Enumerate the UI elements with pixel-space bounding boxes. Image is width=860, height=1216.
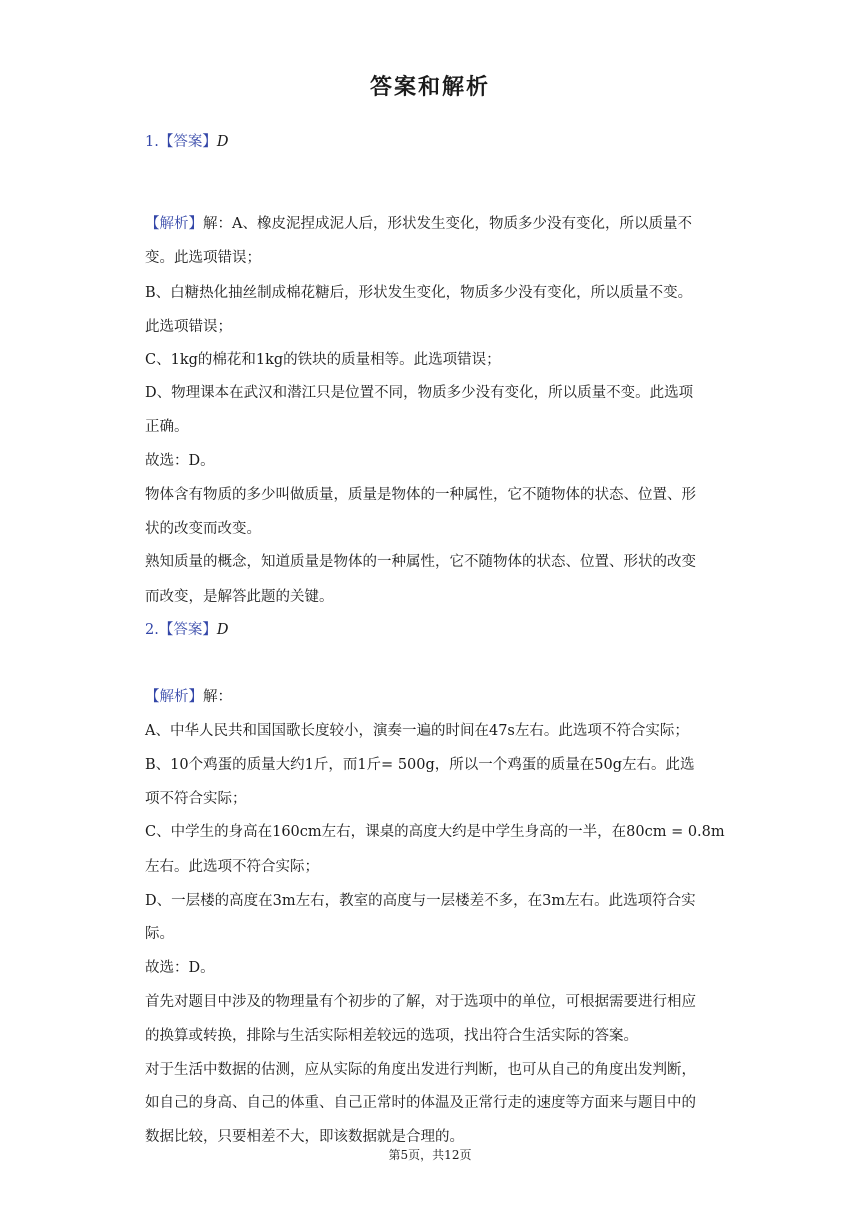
q2-line: 对于生活中数据的估测，应从实际的角度出发进行判断，也可从自己的角度出发判断， [145, 1062, 696, 1078]
q1-line: 物体含有物质的多少叫做质量，质量是物体的一种属性，它不随物体的状态、位置、形 [145, 487, 696, 503]
q1-line: B、白糖热化抽丝制成棉花糖后，形状发生变化，物质多少没有变化，所以质量不变。 [145, 285, 693, 301]
q1-line: 熟知质量的概念，知道质量是物体的一种属性，它不随物体的状态、位置、形状的改变 [145, 554, 696, 570]
q1-line: 此选项错误； [145, 319, 232, 335]
q1-analysis-text: 解：A、橡皮泥捏成泥人后，形状发生变化，物质多少没有变化，所以质量不 [203, 216, 692, 232]
page-title: 答案和解析 [369, 75, 490, 100]
q2-line: 首先对题目中涉及的物理量有个初步的了解，对于选项中的单位，可根据需要进行相应 [145, 994, 696, 1010]
q2-answer-value: D [216, 622, 229, 638]
q1-line: D、物理课本在武汉和潜江只是位置不同，物质多少没有变化，所以质量不变。此选项 [145, 385, 694, 401]
q1-line: 变。此选项错误； [145, 250, 261, 266]
q2-line: 如自己的身高、自己的体重、自己正常时的体温及正常行走的速度等方面来与题目中的 [145, 1095, 696, 1111]
q1-line: 故选：D。 [145, 453, 215, 469]
q2-line: 左右。此选项不符合实际； [145, 859, 319, 875]
page-footer: 第5页，共12页 [388, 1148, 472, 1162]
q2-answer [145, 620, 725, 640]
q2-line: 的换算或转换，排除与生活实际相差较远的选项，找出符合生活实际的答案。 [145, 1028, 638, 1044]
q2-line: 际。 [145, 926, 174, 942]
q1-line: 而改变，是解答此题的关键。 [145, 589, 334, 605]
q1-analysis-first [145, 214, 725, 234]
q1-answer-value: D [216, 134, 229, 150]
q2-line: A、中华人民共和国国歌长度较小，演奏一遍的时间在47s左右。此选项不符合实际； [145, 723, 689, 739]
q1-analysis-tag: 【解析】 [145, 216, 203, 232]
q2-number: 2. [145, 622, 159, 638]
q1-line: 状的改变而改变。 [145, 521, 261, 537]
q1-answer [145, 132, 725, 152]
q1-line: 正确。 [145, 419, 189, 435]
q2-analysis-tag: 【解析】 [145, 689, 203, 705]
q1-line: C、1kg的棉花和1kg的铁块的质量相等。此选项错误； [145, 352, 501, 368]
q2-answer-tag: 【答案】 [158, 622, 217, 638]
q2-line: B、10个鸡蛋的质量大约1斤，而1斤= 500g，所以一个鸡蛋的质量在50g左右。此选 [145, 757, 695, 773]
q2-analysis-text: 解： [203, 689, 232, 705]
q1-answer-tag: 【答案】 [158, 134, 217, 150]
q2-line: 数据比较，只要相差不大，即该数据就是合理的。 [145, 1129, 464, 1145]
q2-line: 故选：D。 [145, 960, 215, 976]
q2-analysis-first [145, 687, 725, 707]
q1-number: 1. [145, 134, 159, 150]
q2-line: C、中学生的身高在160cm左右，课桌的高度大约是中学生身高的一半，在80cm = 0.8m [145, 824, 725, 840]
q2-line: 项不符合实际； [145, 791, 247, 807]
q2-line: D、一层楼的高度在3m左右，教室的高度与一层楼差不多，在3m左右。此选项符合实 [145, 893, 696, 909]
